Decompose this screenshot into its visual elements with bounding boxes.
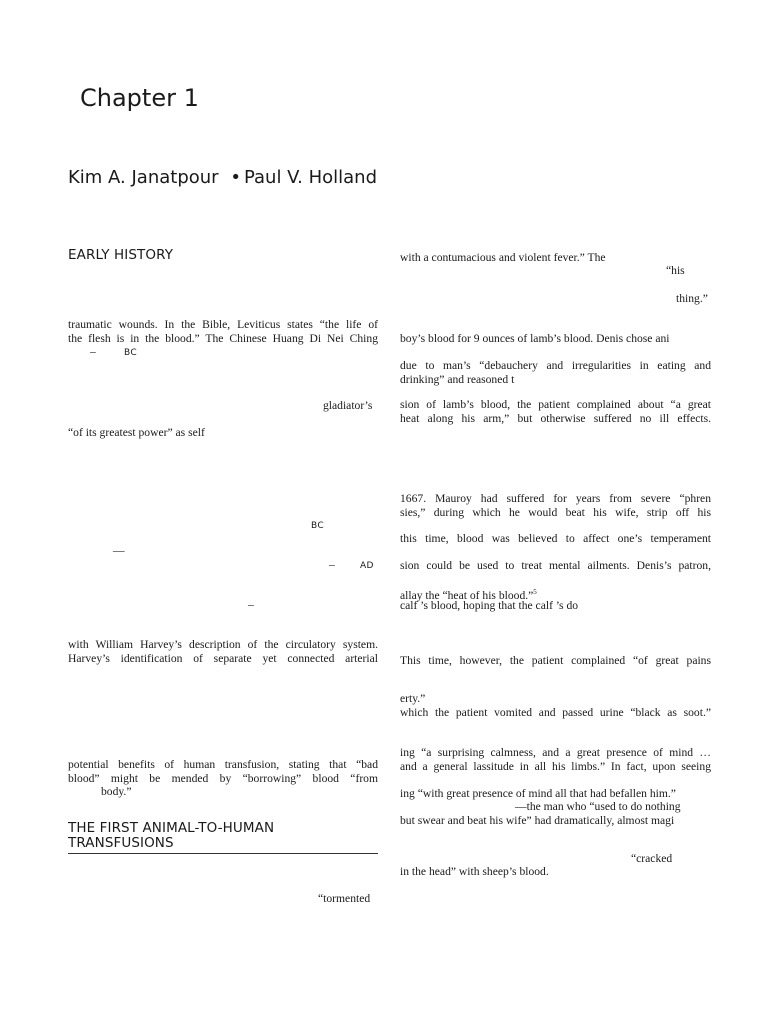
section-heading-line: TRANSFUSIONS [68,835,174,851]
section-heading: EARLY HISTORY [68,247,174,263]
body-text-line: sion of lamb’s blood, the patient complained about “a great [400,398,711,411]
section-heading [68,821,274,851]
body-text-fragment: “of its greatest power” as self [68,426,205,439]
body-text-line: this time, blood was believed to affect one’s temperament [400,532,711,545]
body-text-line: boy’s blood for 9 ounces of lamb’s blood. Denis chose ani [400,332,670,345]
body-text-line: but swear and beat his wife” had dramatically, almost magi [400,814,675,827]
body-text-line: with William Harvey’s description of the circulatory system. [68,638,378,651]
body-text-line: which the patient vomited and passed urine “black as soot.” [400,706,711,719]
era-abbrev: BC [124,348,138,358]
body-text-line: sion could be used to treat mental ailments. Denis’s patron, [400,559,711,572]
author-name: Paul V. Holland [243,167,378,188]
section-heading-line: THE FIRST ANIMAL-TO-HUMAN [68,820,275,836]
body-text-line: potential benefits of human transfusion, stating that “bad [68,758,378,771]
chapter-title: Chapter 1 [80,84,199,112]
body-text-line: heat along his arm,” but otherwise suffered no ill effects. [400,412,711,425]
body-text-line: the flesh is in the blood.” The Chinese Huang Di Nei Ching [68,332,378,345]
body-text-fragment: thing.” [676,292,708,305]
era-abbrev: AD [360,561,374,571]
body-text-fragment: “his [666,264,685,277]
body-text-line: drinking” and reasoned t [400,373,515,386]
body-text-line: traumatic wounds. In the Bible, Leviticus states “the life of [68,318,378,331]
body-text-fragment: “tormented [318,892,371,905]
body-text-line: Harvey’s identification of separate yet connected arterial [68,652,378,665]
section-rule [68,853,378,854]
author-name: Kim A. Janatpour [68,167,219,188]
author-separator: • [230,167,241,188]
body-text-line: blood” might be mended by “borrowing” blood “from [68,772,378,785]
footnote-marker: 5 [533,588,537,596]
body-text-fragment: erty.” [400,692,426,705]
body-text-fragment: allay the “heat of his blood.” [400,588,534,602]
era-abbrev: BC [311,521,325,531]
body-text-fragment: gladiator’s [323,399,373,412]
body-text-line: This time, however, the patient complained “of great pains [400,654,711,667]
body-text-line: with a contumacious and violent fever.” The [400,251,606,264]
body-text-line: ing “with great presence of mind all that had befallen him.” [400,787,676,800]
body-text-line: 1667. Mauroy had suffered for years from severe “phren [400,492,711,505]
body-text-fragment: – [248,598,254,611]
body-text-fragment: — [113,544,125,557]
body-text-fragment: – [90,345,96,358]
body-text-line: sies,” during which he would beat his wife, strip off his [400,506,711,519]
body-text-line: ing “a surprising calmness, and a great presence of mind … [400,746,711,759]
body-text-fragment: “cracked [631,852,673,865]
body-text-line: calf ’s blood, hoping that the calf ’s do [400,599,579,612]
body-text-fragment: body.” [101,785,132,798]
body-text-line: and a general lassitude in all his limbs.” In fact, upon seeing [400,760,711,773]
author-line [68,167,377,188]
body-text-fragment: – [329,558,335,571]
body-text-line: due to man’s “debauchery and irregularities in eating and [400,359,711,372]
body-text-line: in the head” with sheep’s blood. [400,865,549,878]
body-text-fragment: —the man who “used to do nothing [515,800,681,813]
